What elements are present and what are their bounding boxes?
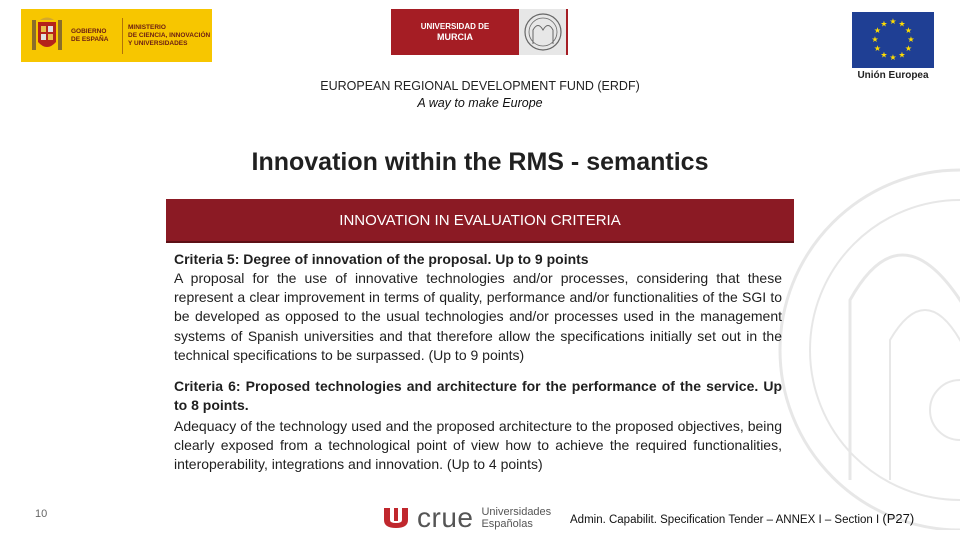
svg-text:★: ★ <box>904 26 913 35</box>
crue-mark-icon <box>382 506 410 530</box>
crue-subtitle: Universidades Españolas <box>481 506 552 530</box>
criteria-6-heading: Criteria 6: Proposed technologies and architecture for the performance of the service. Up to 8 points. <box>174 378 782 414</box>
footer-reference-text: Admin. Capabilit. Specification Tender – ANNEX I – Section I <box>570 514 880 526</box>
gov-logo-divider <box>122 18 123 54</box>
svg-text:★: ★ <box>873 44 882 53</box>
gov-logo-text: GOBIERNO DE ESPAÑA <box>71 27 109 43</box>
footer-reference-page: (P27) <box>882 511 915 526</box>
university-seal-watermark <box>770 150 960 530</box>
footer-reference <box>570 511 914 526</box>
university-of-murcia-logo <box>391 9 568 55</box>
svg-text:★: ★ <box>889 17 897 26</box>
umu-logo-text <box>391 21 519 43</box>
page-number: 10 <box>35 508 48 520</box>
european-union-flag <box>852 12 934 68</box>
eu-stars-icon <box>868 15 918 65</box>
ministry-logo-text: MINISTERIO DE CIENCIA, INNOVACIÓN Y UNIVERSIDADES <box>128 23 211 47</box>
umu-seal-box <box>519 9 566 55</box>
criteria-6-body: Adequacy of the technology used and the proposed architecture to the proposed objectives, being clearly exposed from a technological point of view how to achieve the required functionalities, interoperability, integrations and innovation. (Up to 4 points) <box>174 418 782 473</box>
crue-wordmark: crue <box>417 502 474 533</box>
government-of-spain-logo <box>21 9 212 62</box>
slide-title: Innovation within the RMS - semantics <box>251 148 709 176</box>
svg-text:★: ★ <box>898 19 906 29</box>
svg-text:★: ★ <box>898 50 906 60</box>
eu-caption: Unión Europea <box>857 70 929 81</box>
fund-subtitle: A way to make Europe <box>417 96 543 110</box>
section-banner: INNOVATION IN EVALUATION CRITERIA <box>166 199 794 243</box>
svg-text:★: ★ <box>907 35 915 44</box>
svg-text:★: ★ <box>871 35 879 44</box>
criteria-5-body: A proposal for the use of innovative technologies and/or processes, considering that these represent a clear improvement in terms of quality, performance and/or functionalities of the SGI to be developed as opposed to the usual technologies and/or processes used in the management systems of Spanish universities and that therefore allow the specifications initially set out in the technical specifications to be surpassed. (Up to 9 points) <box>174 270 782 363</box>
svg-text:★: ★ <box>889 53 897 62</box>
criteria-5-heading: Criteria 5: Degree of innovation of the proposal. Up to 9 points <box>174 251 589 267</box>
spanish-coat-of-arms-icon <box>29 16 65 56</box>
svg-text:★: ★ <box>904 44 913 53</box>
svg-text:★: ★ <box>873 26 882 35</box>
svg-text:★: ★ <box>880 19 888 29</box>
fund-title: EUROPEAN REGIONAL DEVELOPMENT FUND (ERDF) <box>320 79 640 93</box>
umu-logo-line1: UNIVERSIDAD DE <box>420 22 490 31</box>
crue-logo <box>382 502 551 534</box>
umu-logo-line2: MURCIA <box>437 32 473 42</box>
umu-seal-icon <box>523 12 563 52</box>
svg-text:★: ★ <box>880 50 888 60</box>
